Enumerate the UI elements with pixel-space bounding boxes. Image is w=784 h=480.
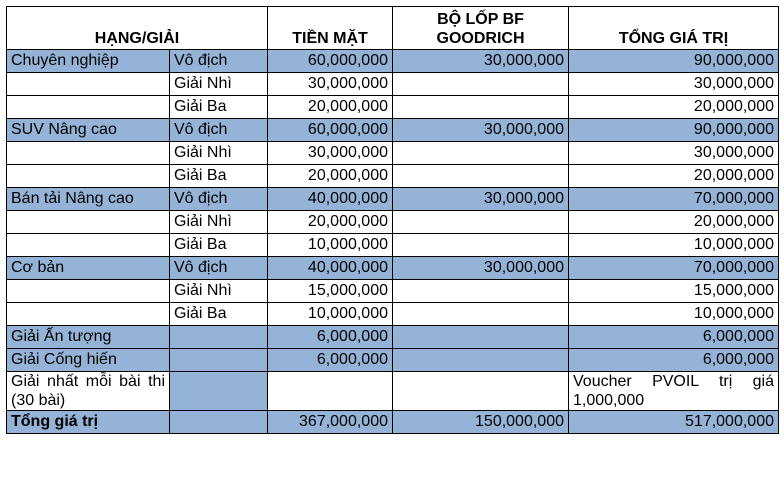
category-name xyxy=(7,211,170,234)
table-row xyxy=(7,303,779,326)
total-value: 90,000,000 xyxy=(569,119,779,142)
cash-value: 10,000,000 xyxy=(268,234,393,257)
category-name xyxy=(7,234,170,257)
total-value: 70,000,000 xyxy=(569,257,779,280)
tires-value xyxy=(393,303,569,326)
tires-value xyxy=(393,165,569,188)
cash-value xyxy=(268,372,393,411)
tires-value: 30,000,000 xyxy=(393,188,569,211)
cash-value: 20,000,000 xyxy=(268,96,393,119)
cash-value: 20,000,000 xyxy=(268,211,393,234)
tires-value xyxy=(393,142,569,165)
prize-name: Giải Ba xyxy=(170,303,268,326)
prize-name: Giải Nhì xyxy=(170,280,268,303)
prize-name: Giải Nhì xyxy=(170,73,268,96)
total-value: 70,000,000 xyxy=(569,188,779,211)
total-value: 6,000,000 xyxy=(569,326,779,349)
special-prize-name: Giải Cống hiến xyxy=(7,349,170,372)
tires-value xyxy=(393,326,569,349)
total-value: 20,000,000 xyxy=(569,211,779,234)
tires-value xyxy=(393,280,569,303)
table-row xyxy=(7,349,779,372)
prize-name: Giải Ba xyxy=(170,165,268,188)
total-value: 10,000,000 xyxy=(569,234,779,257)
cash-value: 6,000,000 xyxy=(268,326,393,349)
category-name xyxy=(7,165,170,188)
cash-value: 40,000,000 xyxy=(268,188,393,211)
tires-value xyxy=(393,372,569,411)
prize-name xyxy=(170,326,268,349)
cash-value: 15,000,000 xyxy=(268,280,393,303)
prize-name: Vô địch xyxy=(170,257,268,280)
prize-name: Vô địch xyxy=(170,50,268,73)
grand-total-cash: 367,000,000 xyxy=(268,411,393,434)
voucher-value: Voucher PVOIL trị giá 1,000,000 xyxy=(569,372,779,411)
prize-name: Giải Nhì xyxy=(170,142,268,165)
prize-name: Giải Ba xyxy=(170,234,268,257)
category-name xyxy=(7,96,170,119)
grand-total-row xyxy=(7,411,779,434)
cash-value: 30,000,000 xyxy=(268,142,393,165)
grand-total-value: 517,000,000 xyxy=(569,411,779,434)
grand-total-label: Tổng giá trị xyxy=(7,411,170,434)
grand-total-tires: 150,000,000 xyxy=(393,411,569,434)
category-name: Chuyên nghiệp xyxy=(7,50,170,73)
category-name xyxy=(7,73,170,96)
cash-value: 30,000,000 xyxy=(268,73,393,96)
cash-value: 20,000,000 xyxy=(268,165,393,188)
table-row xyxy=(7,119,779,142)
prize-name xyxy=(170,349,268,372)
prize-name: Vô địch xyxy=(170,119,268,142)
table-row xyxy=(7,96,779,119)
tires-value xyxy=(393,96,569,119)
table-row xyxy=(7,234,779,257)
prize-name: Giải Ba xyxy=(170,96,268,119)
total-value: 30,000,000 xyxy=(569,73,779,96)
header-cash: TIỀN MẶT xyxy=(268,7,393,50)
cash-value: 40,000,000 xyxy=(268,257,393,280)
prize-name xyxy=(170,372,268,411)
total-value: 20,000,000 xyxy=(569,96,779,119)
total-value: 20,000,000 xyxy=(569,165,779,188)
total-value: 30,000,000 xyxy=(569,142,779,165)
tires-value xyxy=(393,73,569,96)
table-row xyxy=(7,165,779,188)
tires-value xyxy=(393,349,569,372)
per-test-prize-name: Giải nhất mỗi bài thi (30 bài) xyxy=(7,372,170,411)
table-row xyxy=(7,50,779,73)
tires-value: 30,000,000 xyxy=(393,50,569,73)
table-row xyxy=(7,188,779,211)
table-row xyxy=(7,326,779,349)
category-name: SUV Nâng cao xyxy=(7,119,170,142)
header-total: TỔNG GIÁ TRỊ xyxy=(569,7,779,50)
header-rank: HẠNG/GIẢI xyxy=(7,7,268,50)
header-row xyxy=(7,7,779,50)
table-row xyxy=(7,257,779,280)
header-tires: BỘ LỐP BF GOODRICH xyxy=(393,7,569,50)
tires-value: 30,000,000 xyxy=(393,119,569,142)
tires-value xyxy=(393,234,569,257)
total-value: 10,000,000 xyxy=(569,303,779,326)
cash-value: 60,000,000 xyxy=(268,50,393,73)
prize-name: Vô địch xyxy=(170,188,268,211)
total-value: 15,000,000 xyxy=(569,280,779,303)
table-row xyxy=(7,73,779,96)
category-name xyxy=(7,280,170,303)
table-row xyxy=(7,372,779,411)
special-prize-name: Giải Ấn tượng xyxy=(7,326,170,349)
table-row xyxy=(7,280,779,303)
prize-table xyxy=(6,6,779,434)
total-value: 90,000,000 xyxy=(569,50,779,73)
prize-name: Giải Nhì xyxy=(170,211,268,234)
category-name: Bán tải Nâng cao xyxy=(7,188,170,211)
cash-value: 60,000,000 xyxy=(268,119,393,142)
total-value: 6,000,000 xyxy=(569,349,779,372)
tires-value: 30,000,000 xyxy=(393,257,569,280)
table-row xyxy=(7,142,779,165)
tires-value xyxy=(393,211,569,234)
category-name xyxy=(7,142,170,165)
cash-value: 6,000,000 xyxy=(268,349,393,372)
category-name: Cơ bản xyxy=(7,257,170,280)
table-row xyxy=(7,211,779,234)
cash-value: 10,000,000 xyxy=(268,303,393,326)
prize-name xyxy=(170,411,268,434)
category-name xyxy=(7,303,170,326)
